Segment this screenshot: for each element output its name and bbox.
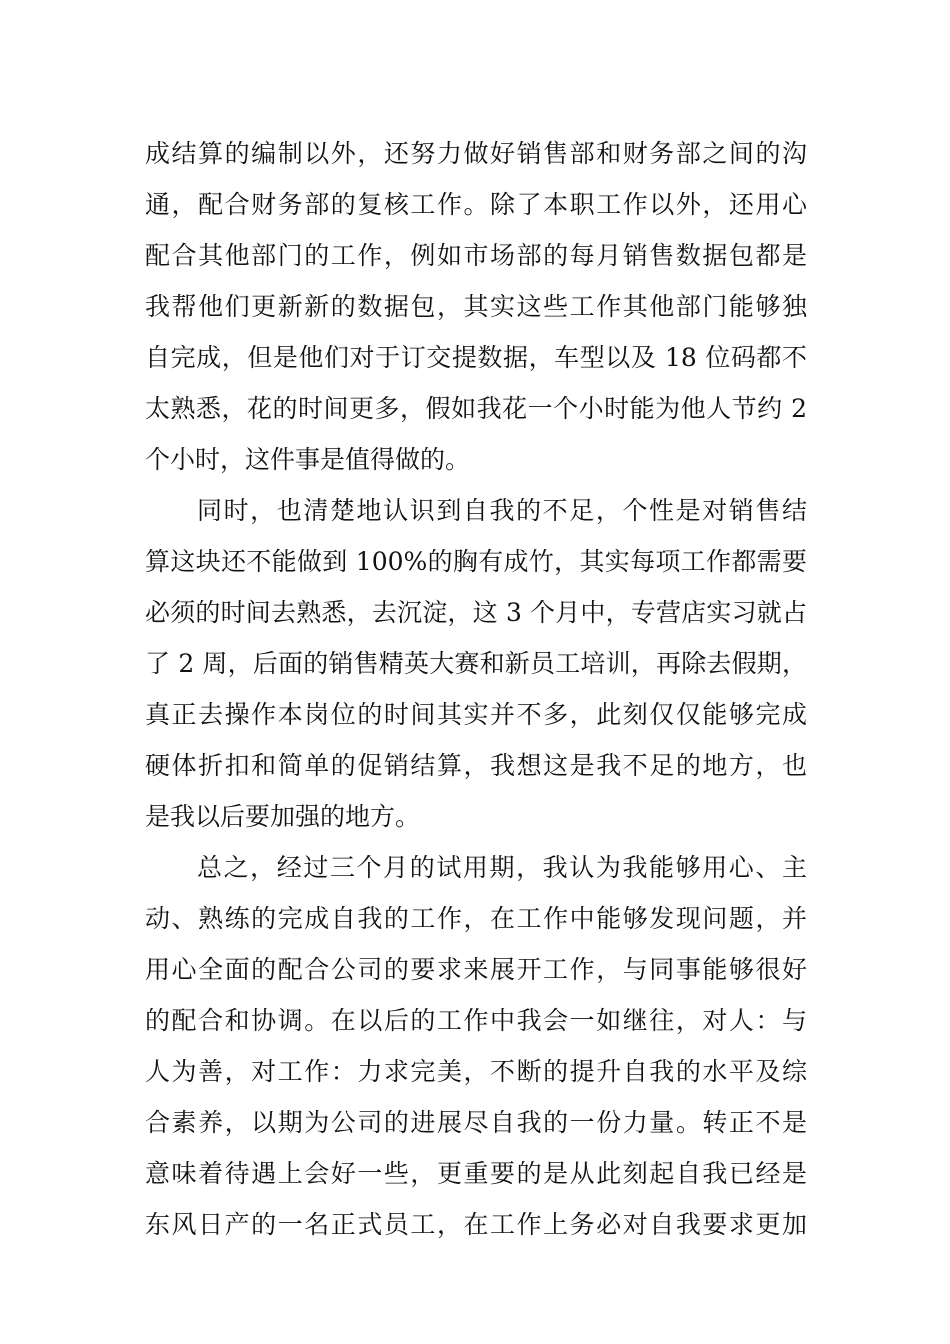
text-line: 人为善，对工作：力求完美，不断的提升自我的水平及综 <box>145 1057 807 1086</box>
text-line: 总之，经过三个月的试用期，我认为我能够用心、主 <box>197 853 807 882</box>
paragraph-2 <box>145 485 807 842</box>
text-line: 同时，也清楚地认识到自我的不足，个性是对销售结 <box>197 496 807 525</box>
text-line: 必须的时间去熟悉，去沉淀，这 3 个月中，专营店实习就占 <box>145 598 807 627</box>
text-line: 太熟悉，花的时间更多，假如我花一个小时能为他人节约 2 <box>145 394 807 423</box>
body-text <box>145 128 807 1250</box>
text-line: 的配合和协调。在以后的工作中我会一如继往，对人：与 <box>145 1006 807 1035</box>
paragraph-1 <box>145 128 807 485</box>
text-line: 通，配合财务部的复核工作。除了本职工作以外，还用心 <box>145 190 807 219</box>
text-line: 了 2 周，后面的销售精英大赛和新员工培训，再除去假期， <box>145 649 807 678</box>
text-line: 真正去操作本岗位的时间其实并不多，此刻仅仅能够完成 <box>145 700 807 729</box>
text-line: 意味着待遇上会好一些，更重要的是从此刻起自我已经是 <box>145 1159 807 1188</box>
text-line: 个小时，这件事是值得做的。 <box>145 445 471 474</box>
text-line: 自完成，但是他们对于订交提数据，车型以及 18 位码都不 <box>145 343 807 372</box>
text-line: 我帮他们更新新的数据包，其实这些工作其他部门能够独 <box>145 292 807 321</box>
text-line: 算这块还不能做到 100%的胸有成竹，其实每项工作都需要 <box>145 547 807 576</box>
text-line: 东风日产的一名正式员工，在工作上务必对自我要求更加 <box>145 1210 807 1239</box>
text-line: 用心全面的配合公司的要求来展开工作，与同事能够很好 <box>145 955 807 984</box>
text-line: 成结算的编制以外，还努力做好销售部和财务部之间的沟 <box>145 139 807 168</box>
text-line: 是我以后要加强的地方。 <box>145 802 421 831</box>
text-line: 动、熟练的完成自我的工作，在工作中能够发现问题，并 <box>145 904 807 933</box>
text-line: 合素养，以期为公司的进展尽自我的一份力量。转正不是 <box>145 1108 807 1137</box>
paragraph-3 <box>145 842 807 1250</box>
text-line: 硬体折扣和简单的促销结算，我想这是我不足的地方，也 <box>145 751 807 780</box>
text-line: 配合其他部门的工作，例如市场部的每月销售数据包都是 <box>145 241 807 270</box>
